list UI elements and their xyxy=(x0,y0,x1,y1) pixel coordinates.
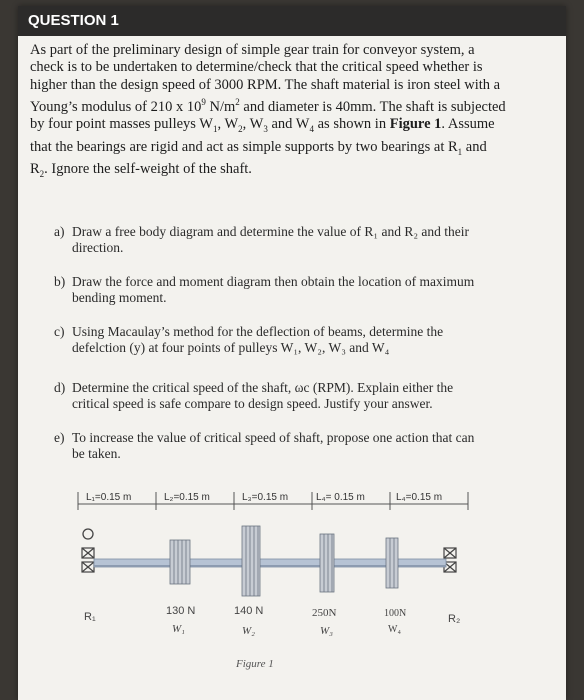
intro-line-3: higher than the design speed of 3000 RPM. The shaft material is iron steel with a xyxy=(30,76,501,93)
load-w2-force: 140 N xyxy=(234,605,264,617)
pulley-w3 xyxy=(320,534,334,592)
length-label-4: L₄= 0.15 m xyxy=(316,492,365,503)
load-w4-force: 100N xyxy=(384,608,407,619)
pulley-w2 xyxy=(242,526,260,596)
question-title: QUESTION 1 xyxy=(28,12,119,29)
intro-line-4: Young’s modulus of 210 x $10^9$ $N/m^2$ and diameter is 40mm. The shaft is subjected xyxy=(30,97,506,116)
length-label-5: L₄=0.15 m xyxy=(396,492,443,503)
load-w2-name: W₂ xyxy=(242,625,255,637)
question-sheet xyxy=(18,6,566,700)
load-w1-name: W₁ xyxy=(172,623,185,635)
length-label-3: L₃=0.15 m xyxy=(242,492,289,503)
load-w3-name: W₃ xyxy=(320,625,333,637)
question-d: d) Determine the critical speed of the shaft, ωc (RPM). Explain either the critical speed is safe compare to design speed. Justify your answer. xyxy=(54,380,454,411)
question-e: e) To increase the value of critical speed of shaft, propose one action that can be taken. xyxy=(54,430,475,461)
intro-line-6: that the bearings are rigid and act as simple supports by two bearings at $R_1$ and xyxy=(30,138,487,157)
load-w1-force: 130 N xyxy=(166,605,196,617)
pulley-w4 xyxy=(386,538,398,588)
question-c: c) Using Macaulay’s method for the deflection of beams, determine the defelction (y) at four points of pulleys W₁, W₂, W₃ and W₄ xyxy=(54,324,444,355)
length-label-2: L₂=0.15 m xyxy=(164,492,210,503)
figure-caption: Figure 1 xyxy=(236,658,274,670)
problem-statement xyxy=(30,42,530,183)
load-w4-name: W₄ xyxy=(388,624,401,635)
question-b: b) Draw the force and moment diagram then obtain the location of maximum bending moment. xyxy=(54,274,475,305)
shaft-figure xyxy=(58,484,478,654)
length-label-1: L₁=0.15 m xyxy=(86,492,132,503)
left-bearing-icon xyxy=(82,548,94,572)
intro-line-2: check is to be undertaken to determine/check that the critical speed whether is xyxy=(30,59,483,76)
load-w3-force: 250N xyxy=(312,607,337,619)
intro-line-1: As part of the preliminary design of simple gear train for conveyor system, a xyxy=(30,42,475,58)
bearing-pin-icon xyxy=(83,529,93,539)
intro-line-5: by four point masses pulleys $W_1$, $W_2$, $W_3$ and $W_4$ as shown in Figure 1. Assume xyxy=(30,116,495,135)
reaction-r1: R₁ xyxy=(84,611,96,623)
reaction-r2: R₂ xyxy=(448,613,461,625)
question-header-bar xyxy=(18,6,566,36)
pulley-w1 xyxy=(170,540,190,584)
question-a: a) Draw a free body diagram and determine the value of R₁ and R₂ and their direction. xyxy=(54,224,470,255)
intro-line-7: $R_2$. Ignore the self-weight of the shaft. xyxy=(30,161,252,179)
